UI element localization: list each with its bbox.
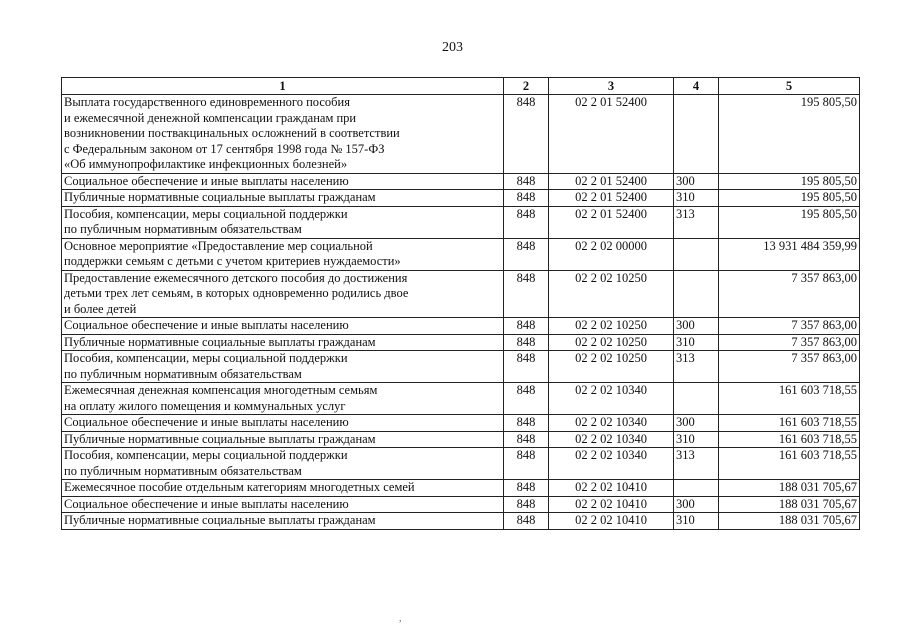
- row-amount-cell: 161 603 718,55: [719, 383, 860, 415]
- row-name-cell: Выплата государственного единовременного пособия и ежемесячной денежной компенсации гражданам при возникновении поствакцинальных осложнений в соответствии с Федеральным законом от 17 сентября 1998 года № 157-ФЗ «Об иммунопрофилактике инфекционных болезней»: [62, 95, 504, 174]
- table-row: [62, 334, 860, 351]
- row-expense-type-cell: 310: [674, 334, 719, 351]
- row-name-cell: Основное мероприятие «Предоставление мер социальной поддержки семьям с детьми с учетом критериев нуждаемости»: [62, 238, 504, 270]
- row-target-article-cell: 02 2 02 10250: [549, 270, 674, 318]
- row-expense-type-cell: 313: [674, 206, 719, 238]
- row-ministry-code-cell: 848: [504, 173, 549, 190]
- row-ministry-code-cell: 848: [504, 270, 549, 318]
- row-name-cell: Публичные нормативные социальные выплаты гражданам: [62, 431, 504, 448]
- row-amount-cell: 195 805,50: [719, 190, 860, 207]
- row-ministry-code-cell: 848: [504, 431, 549, 448]
- row-amount-cell: 7 357 863,00: [719, 318, 860, 335]
- row-expense-type-cell: 300: [674, 318, 719, 335]
- table-row: [62, 431, 860, 448]
- table-row: [62, 513, 860, 530]
- row-expense-type-cell: 300: [674, 415, 719, 432]
- table-row: [62, 415, 860, 432]
- row-name-cell: Публичные нормативные социальные выплаты гражданам: [62, 334, 504, 351]
- table-row: [62, 448, 860, 480]
- row-ministry-code-cell: 848: [504, 383, 549, 415]
- row-target-article-cell: 02 2 01 52400: [549, 95, 674, 174]
- row-ministry-code-cell: 848: [504, 190, 549, 207]
- row-target-article-cell: 02 2 02 10250: [549, 334, 674, 351]
- row-target-article-cell: 02 2 01 52400: [549, 190, 674, 207]
- table-row: [62, 270, 860, 318]
- row-ministry-code-cell: 848: [504, 448, 549, 480]
- header-col-4: 4: [674, 78, 719, 95]
- row-ministry-code-cell: 848: [504, 351, 549, 383]
- row-name-cell: Пособия, компенсации, меры социальной поддержки по публичным нормативным обязательствам: [62, 448, 504, 480]
- table-row: [62, 190, 860, 207]
- row-name-cell: Социальное обеспечение и иные выплаты населению: [62, 496, 504, 513]
- row-amount-cell: 188 031 705,67: [719, 480, 860, 497]
- row-target-article-cell: 02 2 01 52400: [549, 206, 674, 238]
- row-name-cell: Ежемесячная денежная компенсация многодетным семьям на оплату жилого помещения и коммунальных услуг: [62, 383, 504, 415]
- row-amount-cell: 195 805,50: [719, 206, 860, 238]
- row-ministry-code-cell: 848: [504, 95, 549, 174]
- row-target-article-cell: 02 2 02 10410: [549, 496, 674, 513]
- header-col-1: 1: [62, 78, 504, 95]
- row-target-article-cell: 02 2 02 10340: [549, 415, 674, 432]
- row-expense-type-cell: 310: [674, 190, 719, 207]
- row-target-article-cell: 02 2 02 10250: [549, 318, 674, 335]
- header-col-3: 3: [549, 78, 674, 95]
- row-amount-cell: 161 603 718,55: [719, 431, 860, 448]
- scan-mark: ,: [399, 613, 402, 624]
- row-name-cell: Предоставление ежемесячного детского пособия до достижения детьми трех лет семьям, в которых одновременно родились двое и более детей: [62, 270, 504, 318]
- row-amount-cell: 161 603 718,55: [719, 415, 860, 432]
- row-ministry-code-cell: 848: [504, 415, 549, 432]
- row-name-cell: Пособия, компенсации, меры социальной поддержки по публичным нормативным обязательствам: [62, 351, 504, 383]
- row-target-article-cell: 02 2 02 10250: [549, 351, 674, 383]
- row-name-cell: Ежемесячное пособие отдельным категориям многодетных семей: [62, 480, 504, 497]
- table-row: [62, 206, 860, 238]
- row-expense-type-cell: [674, 383, 719, 415]
- row-amount-cell: 13 931 484 359,99: [719, 238, 860, 270]
- table-header-row: [62, 78, 860, 95]
- row-ministry-code-cell: 848: [504, 480, 549, 497]
- row-target-article-cell: 02 2 02 10410: [549, 480, 674, 497]
- row-amount-cell: 195 805,50: [719, 95, 860, 174]
- table-row: [62, 383, 860, 415]
- row-target-article-cell: 02 2 01 52400: [549, 173, 674, 190]
- row-target-article-cell: 02 2 02 00000: [549, 238, 674, 270]
- row-amount-cell: 7 357 863,00: [719, 270, 860, 318]
- row-expense-type-cell: [674, 238, 719, 270]
- row-expense-type-cell: [674, 95, 719, 174]
- row-name-cell: Социальное обеспечение и иные выплаты населению: [62, 173, 504, 190]
- table-row: [62, 496, 860, 513]
- row-target-article-cell: 02 2 02 10340: [549, 448, 674, 480]
- row-expense-type-cell: 300: [674, 496, 719, 513]
- table-row: [62, 480, 860, 497]
- table-row: [62, 173, 860, 190]
- row-expense-type-cell: 313: [674, 351, 719, 383]
- row-name-cell: Пособия, компенсации, меры социальной поддержки по публичным нормативным обязательствам: [62, 206, 504, 238]
- row-amount-cell: 161 603 718,55: [719, 448, 860, 480]
- table-body: [62, 95, 860, 530]
- row-ministry-code-cell: 848: [504, 513, 549, 530]
- header-col-2: 2: [504, 78, 549, 95]
- row-amount-cell: 7 357 863,00: [719, 334, 860, 351]
- row-ministry-code-cell: 848: [504, 334, 549, 351]
- row-amount-cell: 7 357 863,00: [719, 351, 860, 383]
- row-expense-type-cell: 310: [674, 431, 719, 448]
- row-amount-cell: 188 031 705,67: [719, 496, 860, 513]
- header-col-5: 5: [719, 78, 860, 95]
- row-name-cell: Социальное обеспечение и иные выплаты населению: [62, 415, 504, 432]
- budget-table: [61, 77, 860, 530]
- row-expense-type-cell: 310: [674, 513, 719, 530]
- row-ministry-code-cell: 848: [504, 206, 549, 238]
- row-name-cell: Публичные нормативные социальные выплаты гражданам: [62, 190, 504, 207]
- row-ministry-code-cell: 848: [504, 238, 549, 270]
- row-expense-type-cell: 313: [674, 448, 719, 480]
- row-target-article-cell: 02 2 02 10340: [549, 383, 674, 415]
- row-target-article-cell: 02 2 02 10410: [549, 513, 674, 530]
- row-name-cell: Публичные нормативные социальные выплаты гражданам: [62, 513, 504, 530]
- table-row: [62, 238, 860, 270]
- table-row: [62, 95, 860, 174]
- row-amount-cell: 188 031 705,67: [719, 513, 860, 530]
- row-ministry-code-cell: 848: [504, 318, 549, 335]
- table-row: [62, 318, 860, 335]
- row-expense-type-cell: [674, 270, 719, 318]
- table-row: [62, 351, 860, 383]
- row-name-cell: Социальное обеспечение и иные выплаты населению: [62, 318, 504, 335]
- row-amount-cell: 195 805,50: [719, 173, 860, 190]
- row-expense-type-cell: [674, 480, 719, 497]
- row-expense-type-cell: 300: [674, 173, 719, 190]
- page-number: 203: [442, 40, 463, 55]
- row-target-article-cell: 02 2 02 10340: [549, 431, 674, 448]
- row-ministry-code-cell: 848: [504, 496, 549, 513]
